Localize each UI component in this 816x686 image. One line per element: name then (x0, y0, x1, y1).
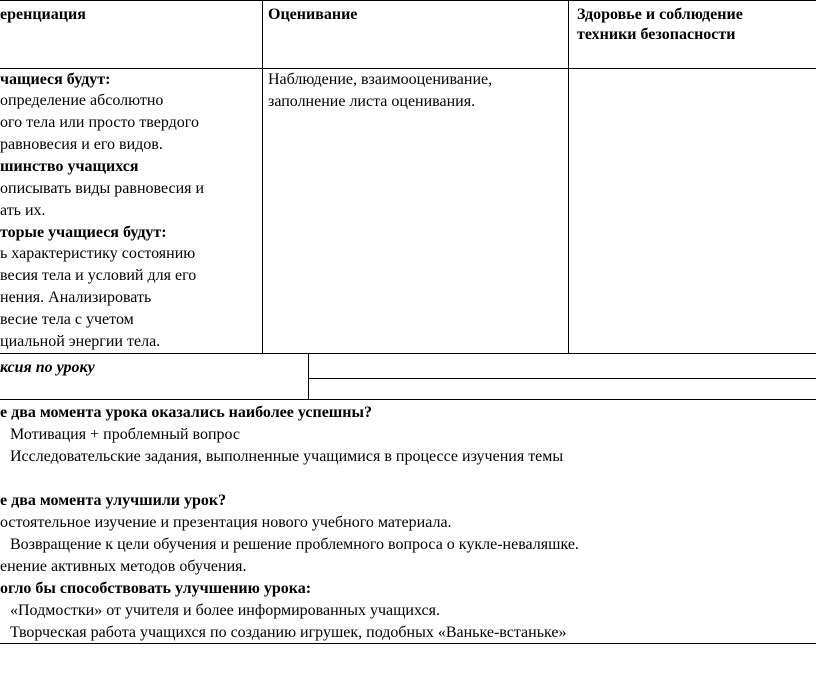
diff-line: торые учащиеся будут: (0, 224, 167, 241)
header-assessment: Оценивание (268, 6, 358, 23)
answer-line: «Подмостки» от учителя и более информированных учащихся. (10, 602, 440, 619)
reflection-column-divider (308, 354, 309, 400)
assessment-line: заполнение листа оценивания. (268, 93, 476, 110)
diff-line: весие тела с учетом (0, 311, 134, 328)
diff-line: ого тела или просто твердого (0, 114, 199, 131)
header-row-divider (0, 68, 816, 69)
reflection-inner-line (308, 378, 816, 379)
diff-line: шинство учащихся (0, 158, 139, 175)
answer-line: Исследовательские задания, выполненные учащимися в процессе изучения темы (10, 448, 564, 465)
table-top-border (0, 0, 816, 1)
table-bottom-border (0, 643, 816, 644)
answer-line: остоятельное изучение и презентация нового учебного материала. (0, 514, 452, 531)
assessment-line: Наблюдение, взаимооценивание, (268, 71, 493, 88)
diff-line: циальной энергии тела. (0, 333, 161, 350)
column-divider-2 (568, 0, 569, 354)
diff-line: весия тела и условий для его (0, 267, 197, 284)
reflection-title: ксия по уроку (0, 359, 95, 376)
header-health-safety-line1: Здоровье и соблюдение (577, 6, 743, 23)
answer-line: Творческая работа учащихся по созданию игрушек, подобных «Ваньке-встаньке» (10, 624, 567, 641)
header-differentiation: еренциация (0, 6, 86, 23)
header-health-safety-line2: техники безопасности (577, 26, 736, 43)
question-improved-moments: е два момента улучшили урок? (0, 492, 227, 509)
diff-line: описывать виды равновесия и (0, 180, 205, 197)
diff-line: равновесия и его видов. (0, 136, 163, 153)
answer-line: Мотивация + проблемный вопрос (10, 426, 241, 443)
diff-line: определение абсолютно (0, 92, 164, 109)
diff-line: чащиеся будут: (0, 71, 111, 88)
column-divider-1 (262, 0, 263, 354)
question-improvement-factors: огло бы способствовать улучшению урока: (0, 580, 312, 597)
content-row-divider (0, 353, 816, 354)
answer-line: енение активных методов обучения. (0, 558, 247, 575)
diff-line: ать их. (0, 202, 46, 219)
question-successful-moments: е два момента урока оказались наиболее успешны? (0, 404, 373, 421)
reflection-bottom-border (0, 399, 816, 400)
answer-line: Возвращение к цели обучения и решение проблемного вопроса о кукле-неваляшке. (10, 536, 579, 553)
diff-line: нения. Анализировать (0, 289, 152, 306)
diff-line: ь характеристику состоянию (0, 245, 196, 262)
